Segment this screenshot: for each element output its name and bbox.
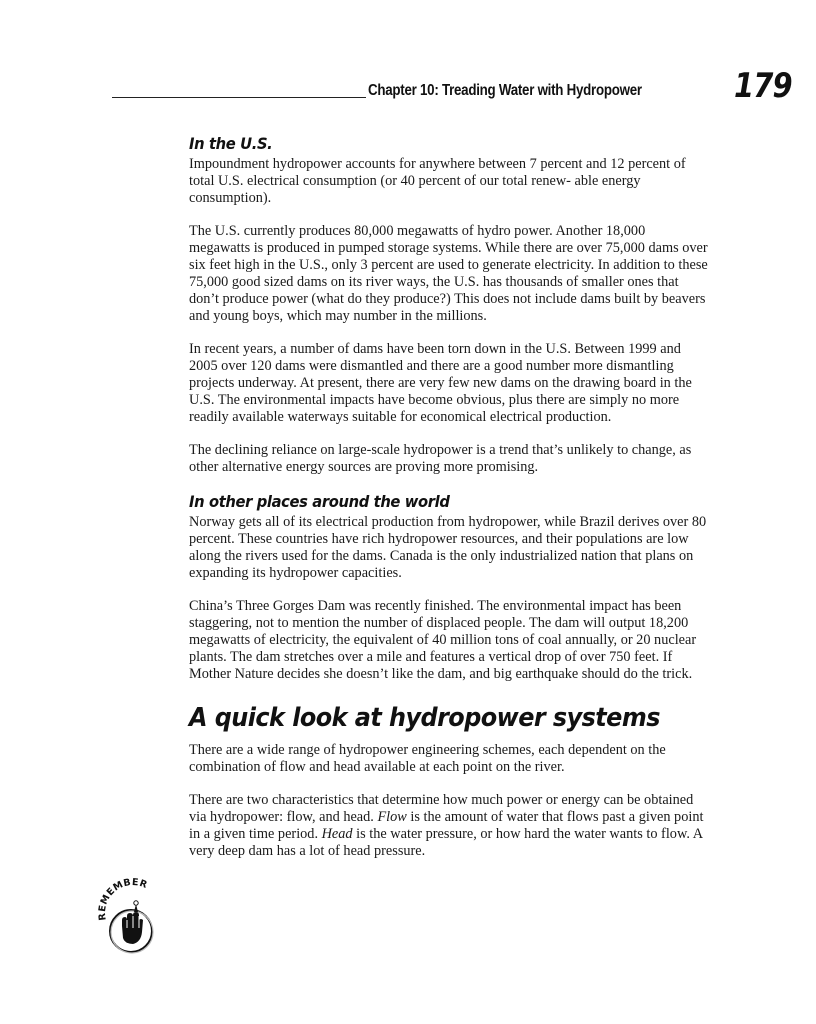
paragraph-us-3: In recent years, a number of dams have been torn down in the U.S. Between 1999 and 2005 over 120 dams were dismantled and there are a good number more dismantling projects underway. At present, there are very few new dams on the drawing board in the U.S. The environmental impacts have become obvious, plus there are simply no more readily available waterways suitable for economical electrical production. — [189, 341, 692, 425]
term-head: Head — [321, 826, 353, 842]
term-flow: Flow — [377, 809, 407, 825]
paragraph-us-2: The U.S. currently produces 80,000 megawatts of hydro power. Another 18,000 megawatts is produced in pumped storage systems. While there are over 75,000 dams over six feet high in the U.S., only 3 percent are used to generate electricity. In addition to these 75,000 good sized dams on its river ways, the U.S. has thousands of smaller ones that don’t produce power (what do they produce?) This does not include dams built by beavers and young boys, which may number in the millions. — [189, 223, 708, 324]
section-heading-systems: A quick look at hydropower systems — [189, 703, 660, 733]
paragraph-us-1: Impoundment hydropower accounts for anywhere between 7 percent and 12 percent of total U.S. electrical consumption (or 40 percent of our total renew- able energy consumption). — [189, 156, 686, 206]
section-heading-world: In other places around the world — [189, 492, 450, 511]
paragraph-systems-2-text-a: There are two characteristics that determine how much power or energy can be obtained via hydropower: flow, and head. — [189, 792, 694, 825]
page-number: 179 — [734, 66, 792, 106]
section-heading-us: In the U.S. — [189, 134, 273, 153]
paragraph-us-4: The declining reliance on large-scale hydropower is a trend that’s unlikely to change, as other alternative energy sources are proving more promising. — [189, 442, 692, 475]
paragraph-systems-2-text-c: is the water pressure, or how hard the water wants to flow. A very deep dam has a lot of head pressure. — [189, 826, 703, 859]
paragraph-systems-1: There are a wide range of hydropower engineering schemes, each dependent on the combination of flow and head available at each point on the river. — [189, 742, 666, 775]
remember-icon-graphic — [98, 876, 168, 956]
running-head: Chapter 10: Treading Water with Hydropower — [368, 82, 642, 99]
paragraph-systems-2 — [189, 792, 709, 860]
paragraph-world-1: Norway gets all of its electrical production from hydropower, while Brazil derives over 80 percent. These countries have rich hydropower resources, and their populations are low along the rivers used for the dams. Canada is the only industrialized nation that plans on expanding its hydropower capacities. — [189, 514, 707, 581]
page-content — [189, 134, 709, 876]
remember-arc-text: REMEMBER — [98, 876, 150, 922]
remember-icon — [98, 876, 168, 956]
paragraph-world-2: China’s Three Gorges Dam was recently finished. The environmental impact has been staggering, not to mention the number of displaced people. The dam will output 18,200 megawatts of electricity, the equivalent of 40 million tons of coal annually, or 20 nuclear plants. The dam stretches over a mile and features a vertical drop of over 750 feet. If Mother Nature decides she doesn’t like the dam, and big earthquake should do the trick. — [189, 598, 697, 682]
paragraph-systems-2-text-b: is the amount of water that flows past a given point in a given time period. — [189, 809, 704, 842]
header-rule — [112, 97, 366, 98]
